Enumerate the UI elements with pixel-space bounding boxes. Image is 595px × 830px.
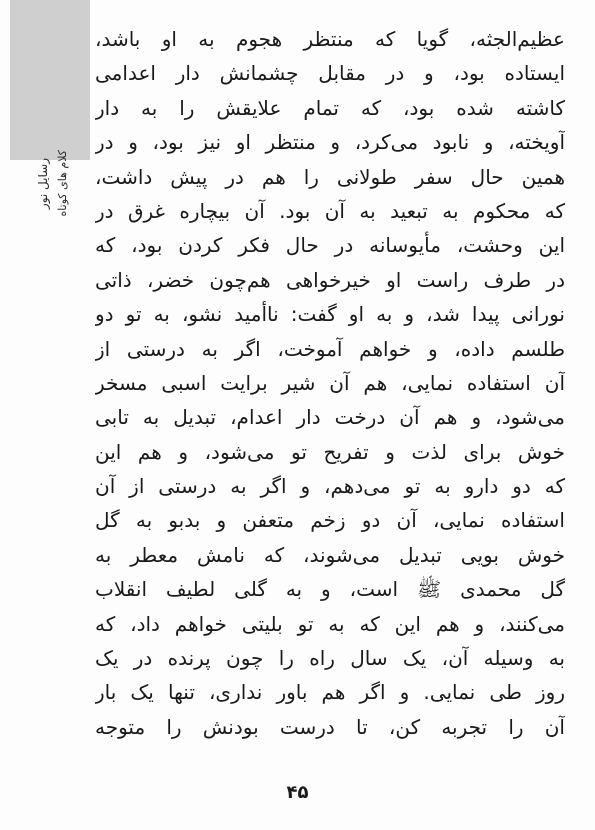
- text-line: همین حال سفر طولانی را هم در پیش داشت،: [95, 164, 565, 189]
- page-number: ۴۵: [286, 782, 309, 803]
- text-line: عظیم‌الجثه، گویا که منتظر هجوم به او باشد،: [95, 27, 565, 51]
- book-title: رسایل نور: [36, 158, 50, 210]
- text-line: استفاده نمایی، آن دو زخم متعفن و بدبو به گل: [95, 508, 565, 533]
- running-header: [18, 150, 83, 270]
- text-line: آویخته، و نابود می‌کرد، و منتظر او نیز بود، و در: [95, 130, 565, 155]
- text-line: این وحشت، مأیوسانه در حال فکر کردن بود، که: [95, 233, 565, 258]
- text-line: کاشته شده بود، که تمام علایقش را به دار: [95, 95, 565, 120]
- text-line: می‌کنند، و هم این که به تو بلیتی خواهم داد، که: [95, 611, 565, 636]
- text-line: آن را تجربه کن، تا درست بودنش را متوجه: [95, 714, 565, 739]
- book-subtitle: کلام های کوتاه: [56, 150, 69, 217]
- chapter-tab-marker: [10, 0, 90, 160]
- text-line: خوش برای لذت و تفریح تو می‌شود، و هم این: [95, 439, 565, 464]
- text-line: گل محمدی ﷺ است، و به گلی لطیف انقلاب: [95, 577, 565, 602]
- text-line: ایستاده بود، و در مقابل چشمانش دار اعدامی: [95, 61, 565, 86]
- text-line: به وسیله آن، یک سال راه را چون پرنده در یک: [95, 646, 565, 671]
- text-line: که دو دارو به تو می‌دهم، و اگر به درستی از آن: [95, 474, 565, 499]
- text-line: طلسم داده، و خواهم آموخت، اگر به درستی از: [95, 336, 565, 361]
- text-line: خوش بویی تبدیل می‌شوند، که نامش معطر به: [95, 542, 565, 567]
- body-text: [95, 22, 565, 744]
- text-line: در طرف راست او خیرخواهی هم‌چون خضر، ذاتی: [95, 267, 565, 292]
- text-line: روز طی نمایی. و اگر هم باور نداری، تنها یک بار: [95, 680, 565, 705]
- text-line: که محکوم به تبعید به آن بود. آن بیچاره غرق در: [95, 198, 565, 223]
- text-line: آن استفاده نمایی، هم آن شیر برایت اسبی مسخر: [95, 370, 565, 395]
- text-line: می‌شود، و هم آن درخت دار اعدام، تبدیل به تابی: [95, 405, 565, 430]
- text-line: نورانی پیدا شد، و به او گفت: ناأمید نشو، به تو دو: [95, 302, 565, 327]
